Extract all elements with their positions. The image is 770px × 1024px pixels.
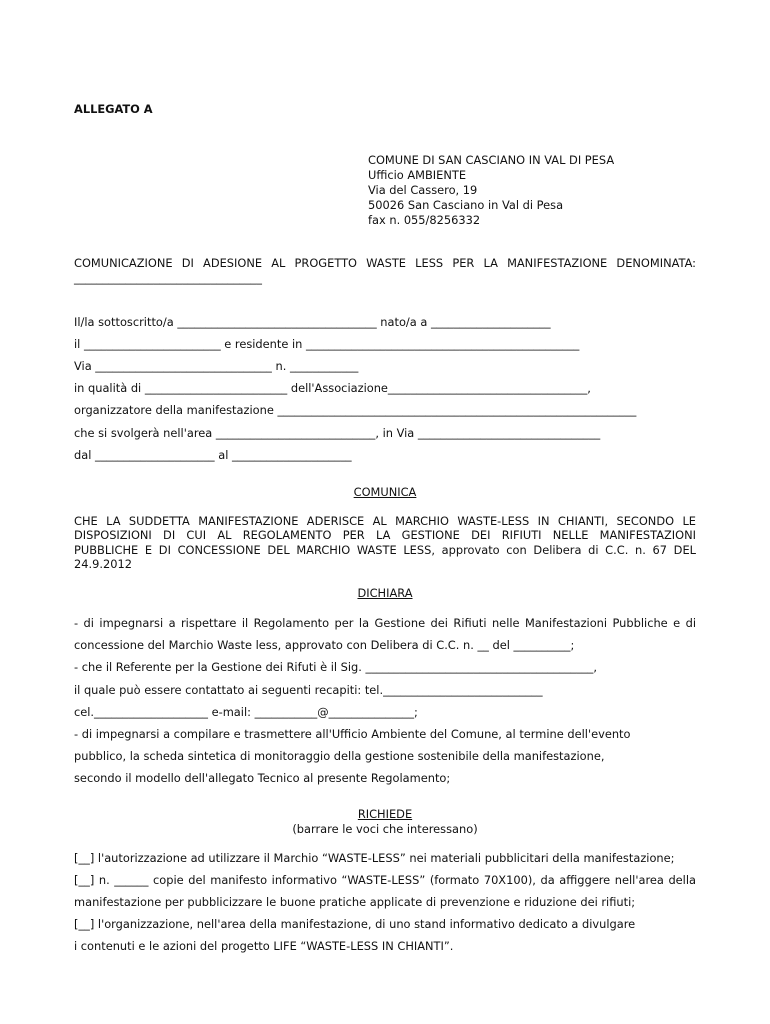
form-line: in qualità di _________________________ dell'Associazione___________________________________, [74,381,591,395]
request-line: i contenuti e le azioni del progetto LIFE “WASTE-LESS IN CHIANTI”. [74,939,454,953]
declaration-line: pubblico, la scheda sintetica di monitoraggio della gestione sostenibile della manifestazione, [74,749,605,763]
request-line: [__] n. ______ copie del manifesto informativo “WASTE-LESS” (formato 70X100), da affiggere nell'area della [74,873,696,887]
form-line: organizzatore della manifestazione _______________________________________________________________ [74,403,637,417]
address-line: Ufficio AMBIENTE [368,168,467,182]
event-name-blank: _________________________________ [74,271,262,285]
paragraph-line: PUBBLICHE E DI CONCESSIONE DEL MARCHIO WASTE LESS, approvato con Delibera di C.C. n. 67 DEL [74,543,696,557]
form-line: che si svolgerà nell'area ____________________________, in Via ________________________________ [74,426,601,440]
form-line: il ________________________ e residente in ________________________________________________ [74,337,580,351]
form-line: dal _____________________ al _____________________ [74,448,352,462]
attachment-label: ALLEGATO A [74,102,153,116]
paragraph-line: 24.9.2012 [74,557,132,571]
form-line: Via _______________________________ n. ____________ [74,359,359,373]
address-line: fax n. 055/8256332 [368,213,481,227]
declaration-line: il quale può essere contattato ai seguenti recapiti: tel.____________________________ [74,683,543,697]
section-heading-dichiara: DICHIARA [357,586,413,600]
request-line: manifestazione per pubblicizzare le buone pratiche applicate di prevenzione e riduzione dei rifiuti; [74,895,636,909]
declaration-line: - di impegnarsi a rispettare il Regolamento per la Gestione dei Rifiuti nelle Manifestazioni Pubbliche e di [74,616,696,630]
request-line: [__] l'organizzazione, nell'area della manifestazione, di uno stand informativo dedicato a divulgare [74,917,636,931]
declaration-line: - che il Referente per la Gestione dei Rifuti è il Sig. ________________________________________, [74,660,597,674]
request-line: [__] l'autorizzazione ad utilizzare il Marchio “WASTE-LESS” nei materiali pubblicitari della manifestazione; [74,851,675,865]
form-line: Il/la sottoscritto/a ___________________________________ nato/a a _____________________ [74,315,551,329]
address-line: COMUNE DI SAN CASCIANO IN VAL DI PESA [368,153,615,167]
declaration-line: concessione del Marchio Waste less, approvato con Delibera di C.C. n. __ del __________; [74,638,575,652]
paragraph-line: DISPOSIZIONI DI CUI AL REGOLAMENTO PER LA GESTIONE DEI RIFIUTI NELLE MANIFESTAZIONI [74,528,696,542]
richiede-instruction: (barrare le voci che interessano) [292,822,478,836]
section-heading-richiede: RICHIEDE [357,807,413,821]
declaration-line: cel.____________________ e-mail: ___________@_______________; [74,705,418,719]
declaration-line: secondo il modello dell'allegato Tecnico al presente Regolamento; [74,771,451,785]
communication-title: COMUNICAZIONE DI ADESIONE AL PROGETTO WASTE LESS PER LA MANIFESTAZIONE DENOMINATA: [74,256,696,270]
declaration-line: - di impegnarsi a compilare e trasmettere all'Ufficio Ambiente del Comune, al termine dell'evento [74,727,631,741]
paragraph-line: CHE LA SUDDETTA MANIFESTAZIONE ADERISCE AL MARCHIO WASTE-LESS IN CHIANTI, SECONDO LE [74,514,696,528]
address-line: 50026 San Casciano in Val di Pesa [368,198,564,212]
section-heading-comunica: COMUNICA [353,485,417,499]
address-line: Via del Cassero, 19 [368,183,478,197]
